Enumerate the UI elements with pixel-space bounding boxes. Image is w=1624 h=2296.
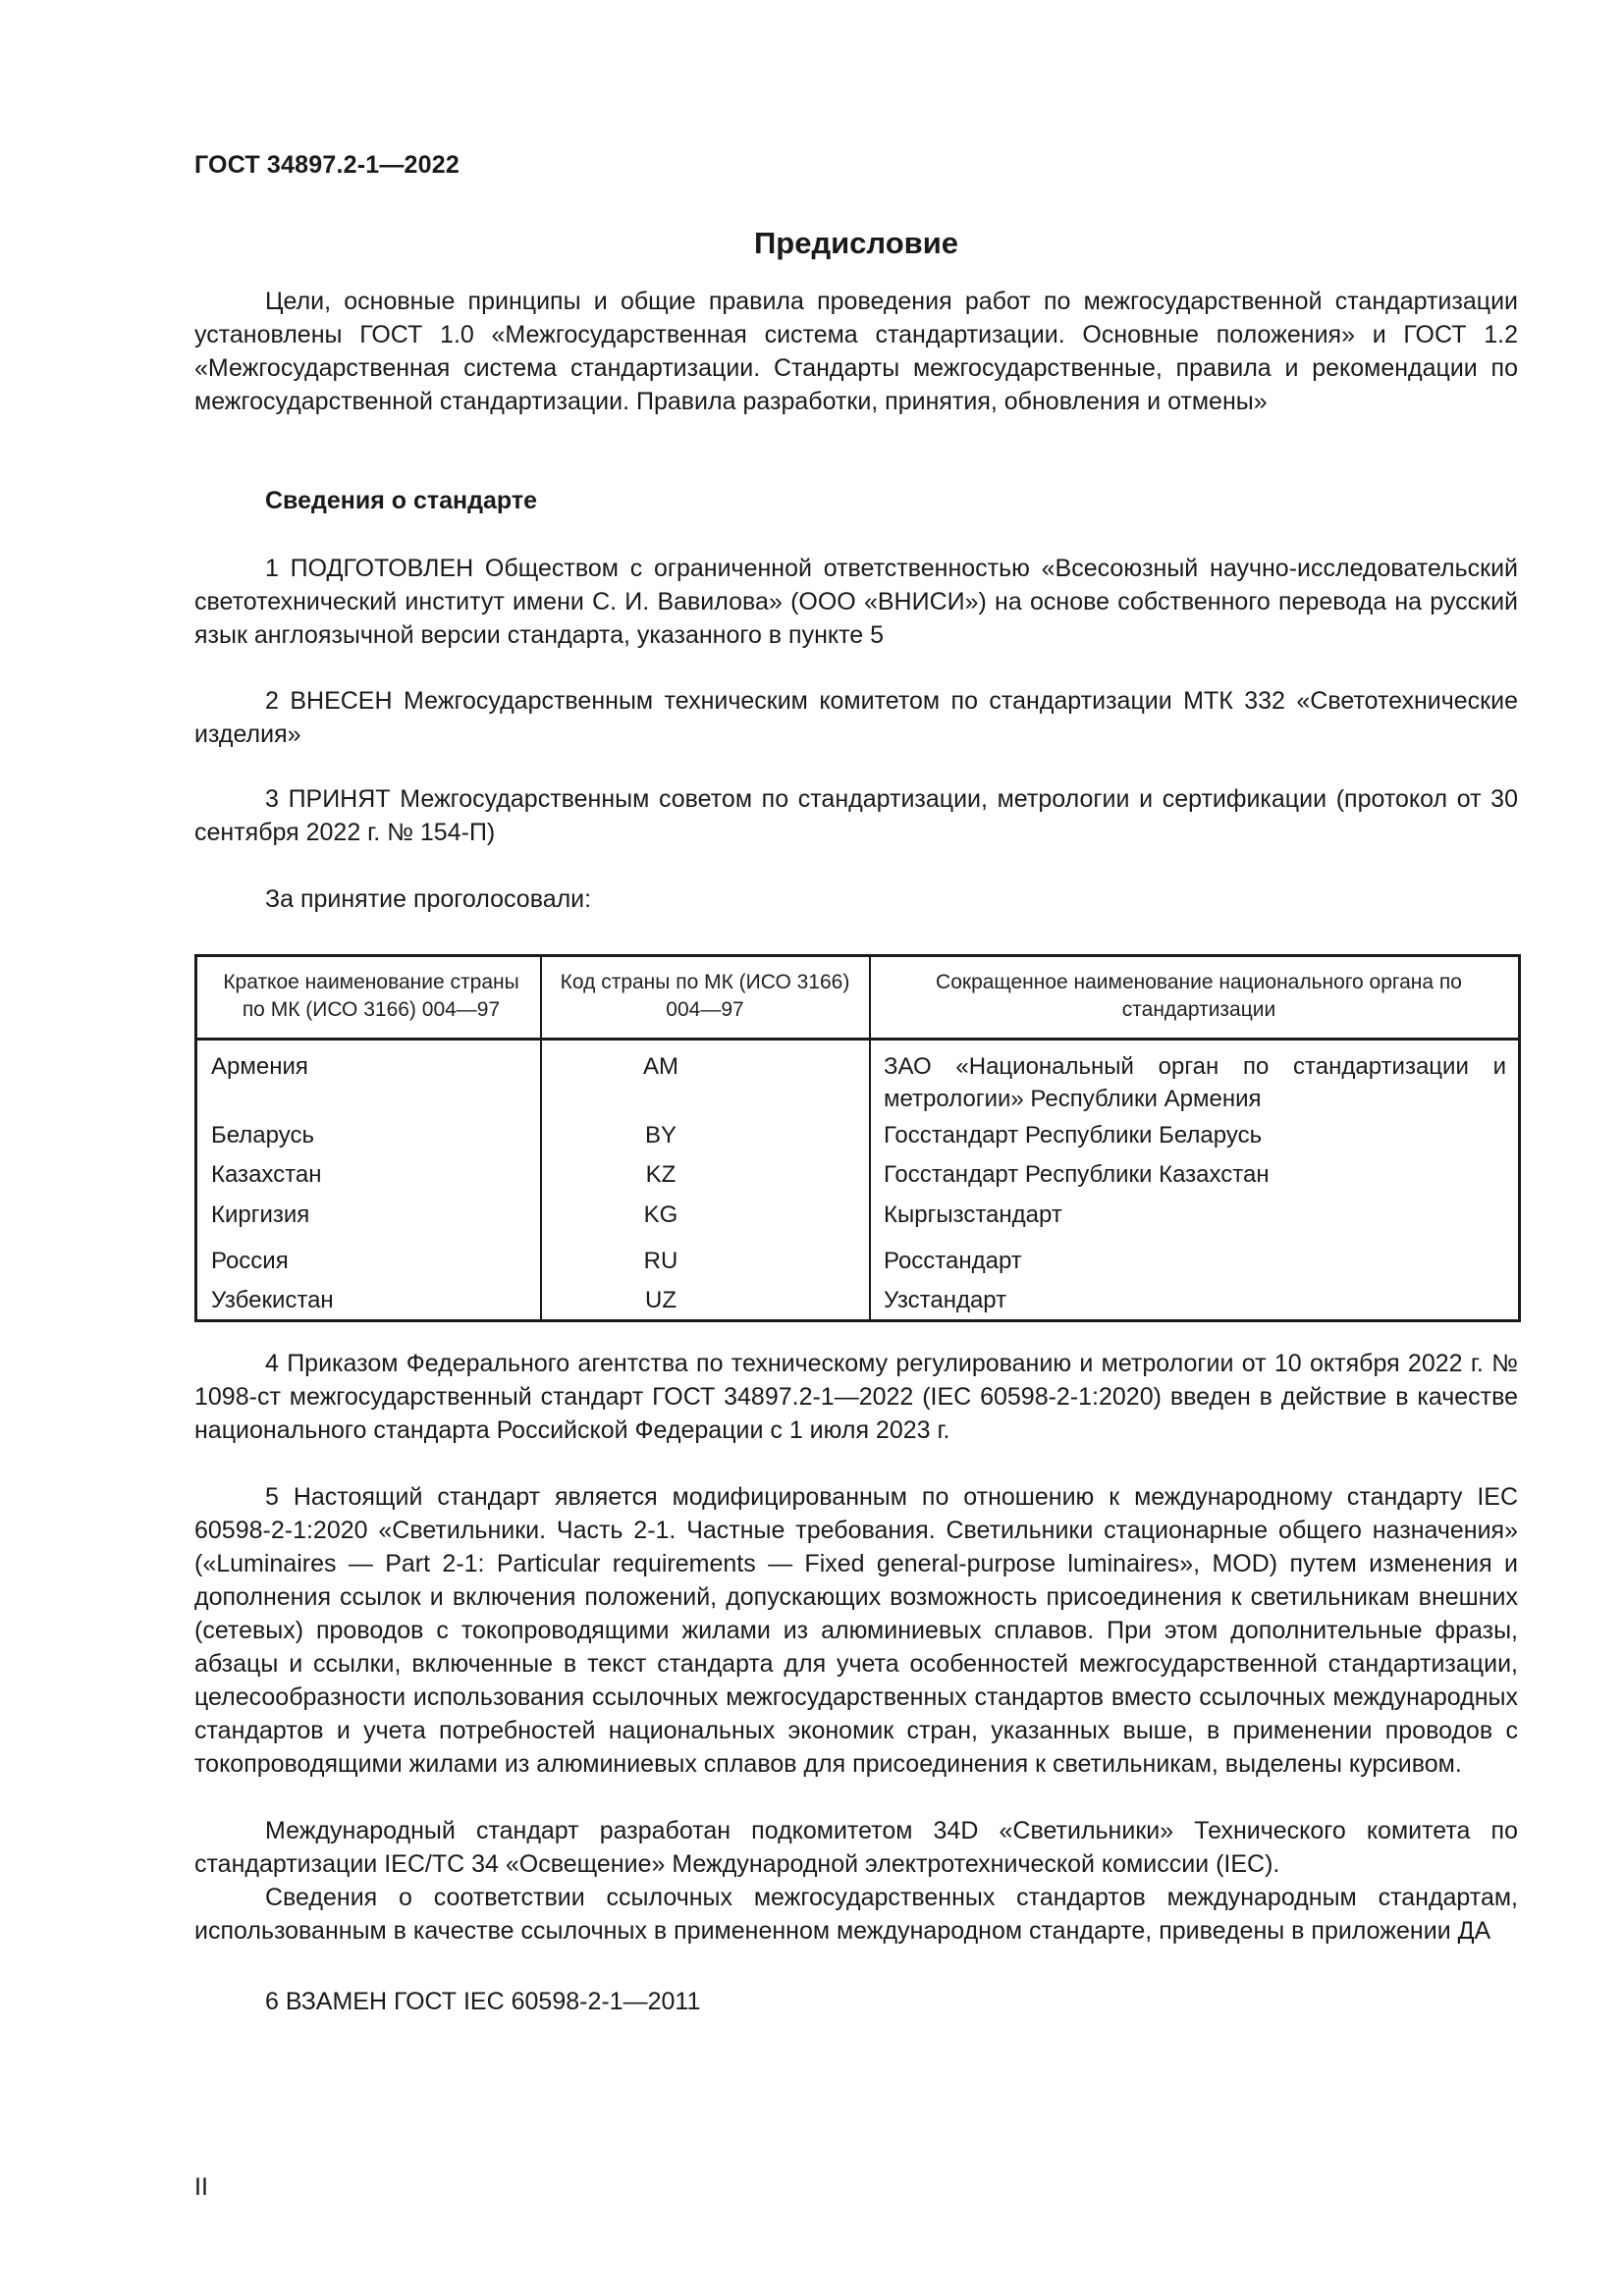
page-number: II: [194, 2173, 208, 2201]
item-2-paragraph: 2 ВНЕСЕН Межгосударственным техническим комитетом по стандартизации МТК 332 «Светотехнические изделия»: [194, 687, 1518, 748]
cell-code: BY: [644, 1122, 677, 1148]
item-5-paragraph: 5 Настоящий стандарт является модифицированным по отношению к международному стандарту IEC 60598-2-1:2020 «Светильники. Часть 2-1. Частные требования. Светильники стационарные общего назначения» («Luminaires — Part 2-1: Particular requirements — Fixed general-purpose luminaires», MOD) путем изменения и дополнения ссылок и включения положений, допускающих возможность присоединения к светильникам внешних (сетевых) проводов с токопроводящими жилами из алюминиевых сплавов. При этом дополнительные фразы, абзацы и ссылки, включенные в текст стандарта для учета особенностей межгосударственной стандартизации, целесообразности использования ссылочных межгосударственных стандартов вместо ссылочных международных стандартов и учета потребностей национальных экономик стран, указанных выше, в применении проводов с токопроводящими жилами из алюминиевых сплавов для присоединения к светильникам, выделены курсивом.: [194, 1483, 1518, 1778]
cell-code: KZ: [645, 1161, 677, 1188]
item-5-international-paragraph: Международный стандарт разработан подкомитетом 34D «Светильники» Технического комитета по стандартизации IEC/TC 34 «Освещение» Международной электротехнической комиссии (IEC).: [194, 1817, 1518, 1878]
cell-code: AM: [643, 1053, 678, 1080]
cell-body: Госстандарт Республики Казахстан: [884, 1161, 1270, 1188]
header-national-body: Сокращенное наименование национального органа по стандартизации: [936, 971, 1462, 1021]
cell-code: RU: [643, 1248, 678, 1274]
table-header-row: [197, 957, 1518, 1041]
header-country-name: Краткое наименование страны по МК (ИСО 3166) 004—97: [223, 971, 519, 1021]
item-4-paragraph: 4 Приказом Федерального агентства по техническому регулированию и метрологии от 10 октября 2022 г. № 1098-ст межгосударственный стандарт ГОСТ 34897.2-1—2022 (IEC 60598-2-1:2020) введен в действие в качестве национального стандарта Российской Федерации с 1 июля 2023 г.: [194, 1350, 1518, 1444]
cell-country: Киргизия: [211, 1201, 310, 1228]
cell-body: ЗАО «Национальный орган по стандартизации и метрологии» Республики Армения: [884, 1053, 1506, 1112]
item-3-paragraph: 3 ПРИНЯТ Межгосударственным советом по стандартизации, метрологии и сертификации (протокол от 30 сентября 2022 г. № 154-П): [194, 785, 1518, 846]
column-divider: [869, 957, 871, 1319]
cell-country: Россия: [211, 1248, 289, 1274]
cell-code: UZ: [645, 1287, 677, 1313]
cell-body: Госстандарт Республики Беларусь: [884, 1122, 1263, 1148]
voting-table: [194, 954, 1521, 1322]
cell-country: Беларусь: [211, 1122, 314, 1148]
item-1-paragraph: 1 ПОДГОТОВЛЕН Обществом с ограниченной ответственностью «Всесоюзный научно-исследовательский светотехнический институт имени С. И. Вавилова» (ООО «ВНИСИ») на основе собственного перевода на русский язык англоязычной версии стандарта, указанного в пункте 5: [194, 555, 1518, 649]
page-title: Предисловие: [753, 226, 958, 260]
item-5-references-paragraph: Сведения о соответствии ссылочных межгосударственных стандартов международным стандартам, использованным в качестве ссылочных в примененном международном стандарте, приведены в приложении ДА: [194, 1884, 1518, 1945]
cell-body: Росстандарт: [884, 1248, 1022, 1274]
column-divider: [540, 957, 542, 1319]
item-6-paragraph: 6 ВЗАМЕН ГОСТ IEC 60598-2-1—2011: [265, 1988, 701, 2015]
cell-country: Узбекистан: [211, 1287, 334, 1313]
section-heading: Сведения о стандарте: [265, 487, 538, 514]
cell-body: Кыргызстандарт: [884, 1201, 1062, 1228]
document-id: ГОСТ 34897.2-1—2022: [194, 151, 460, 179]
header-country-code: Код страны по МК (ИСО 3166) 004—97: [560, 971, 850, 1021]
cell-country: Казахстан: [211, 1161, 322, 1188]
cell-code: KG: [643, 1201, 678, 1228]
vote-label: За принятие проголосовали:: [265, 885, 592, 913]
cell-country: Армения: [211, 1053, 308, 1080]
intro-paragraph: Цели, основные принципы и общие правила проведения работ по межгосударственной стандартизации установлены ГОСТ 1.0 «Межгосударственная система стандартизации. Основные положения» и ГОСТ 1.2 «Межгосударственная система стандартизации. Стандарты межгосударственные, правила и рекомендации по межгосударственной стандартизации. Правила разработки, принятия, обновления и отмены»: [194, 288, 1518, 415]
cell-body: Узстандарт: [884, 1287, 1007, 1313]
